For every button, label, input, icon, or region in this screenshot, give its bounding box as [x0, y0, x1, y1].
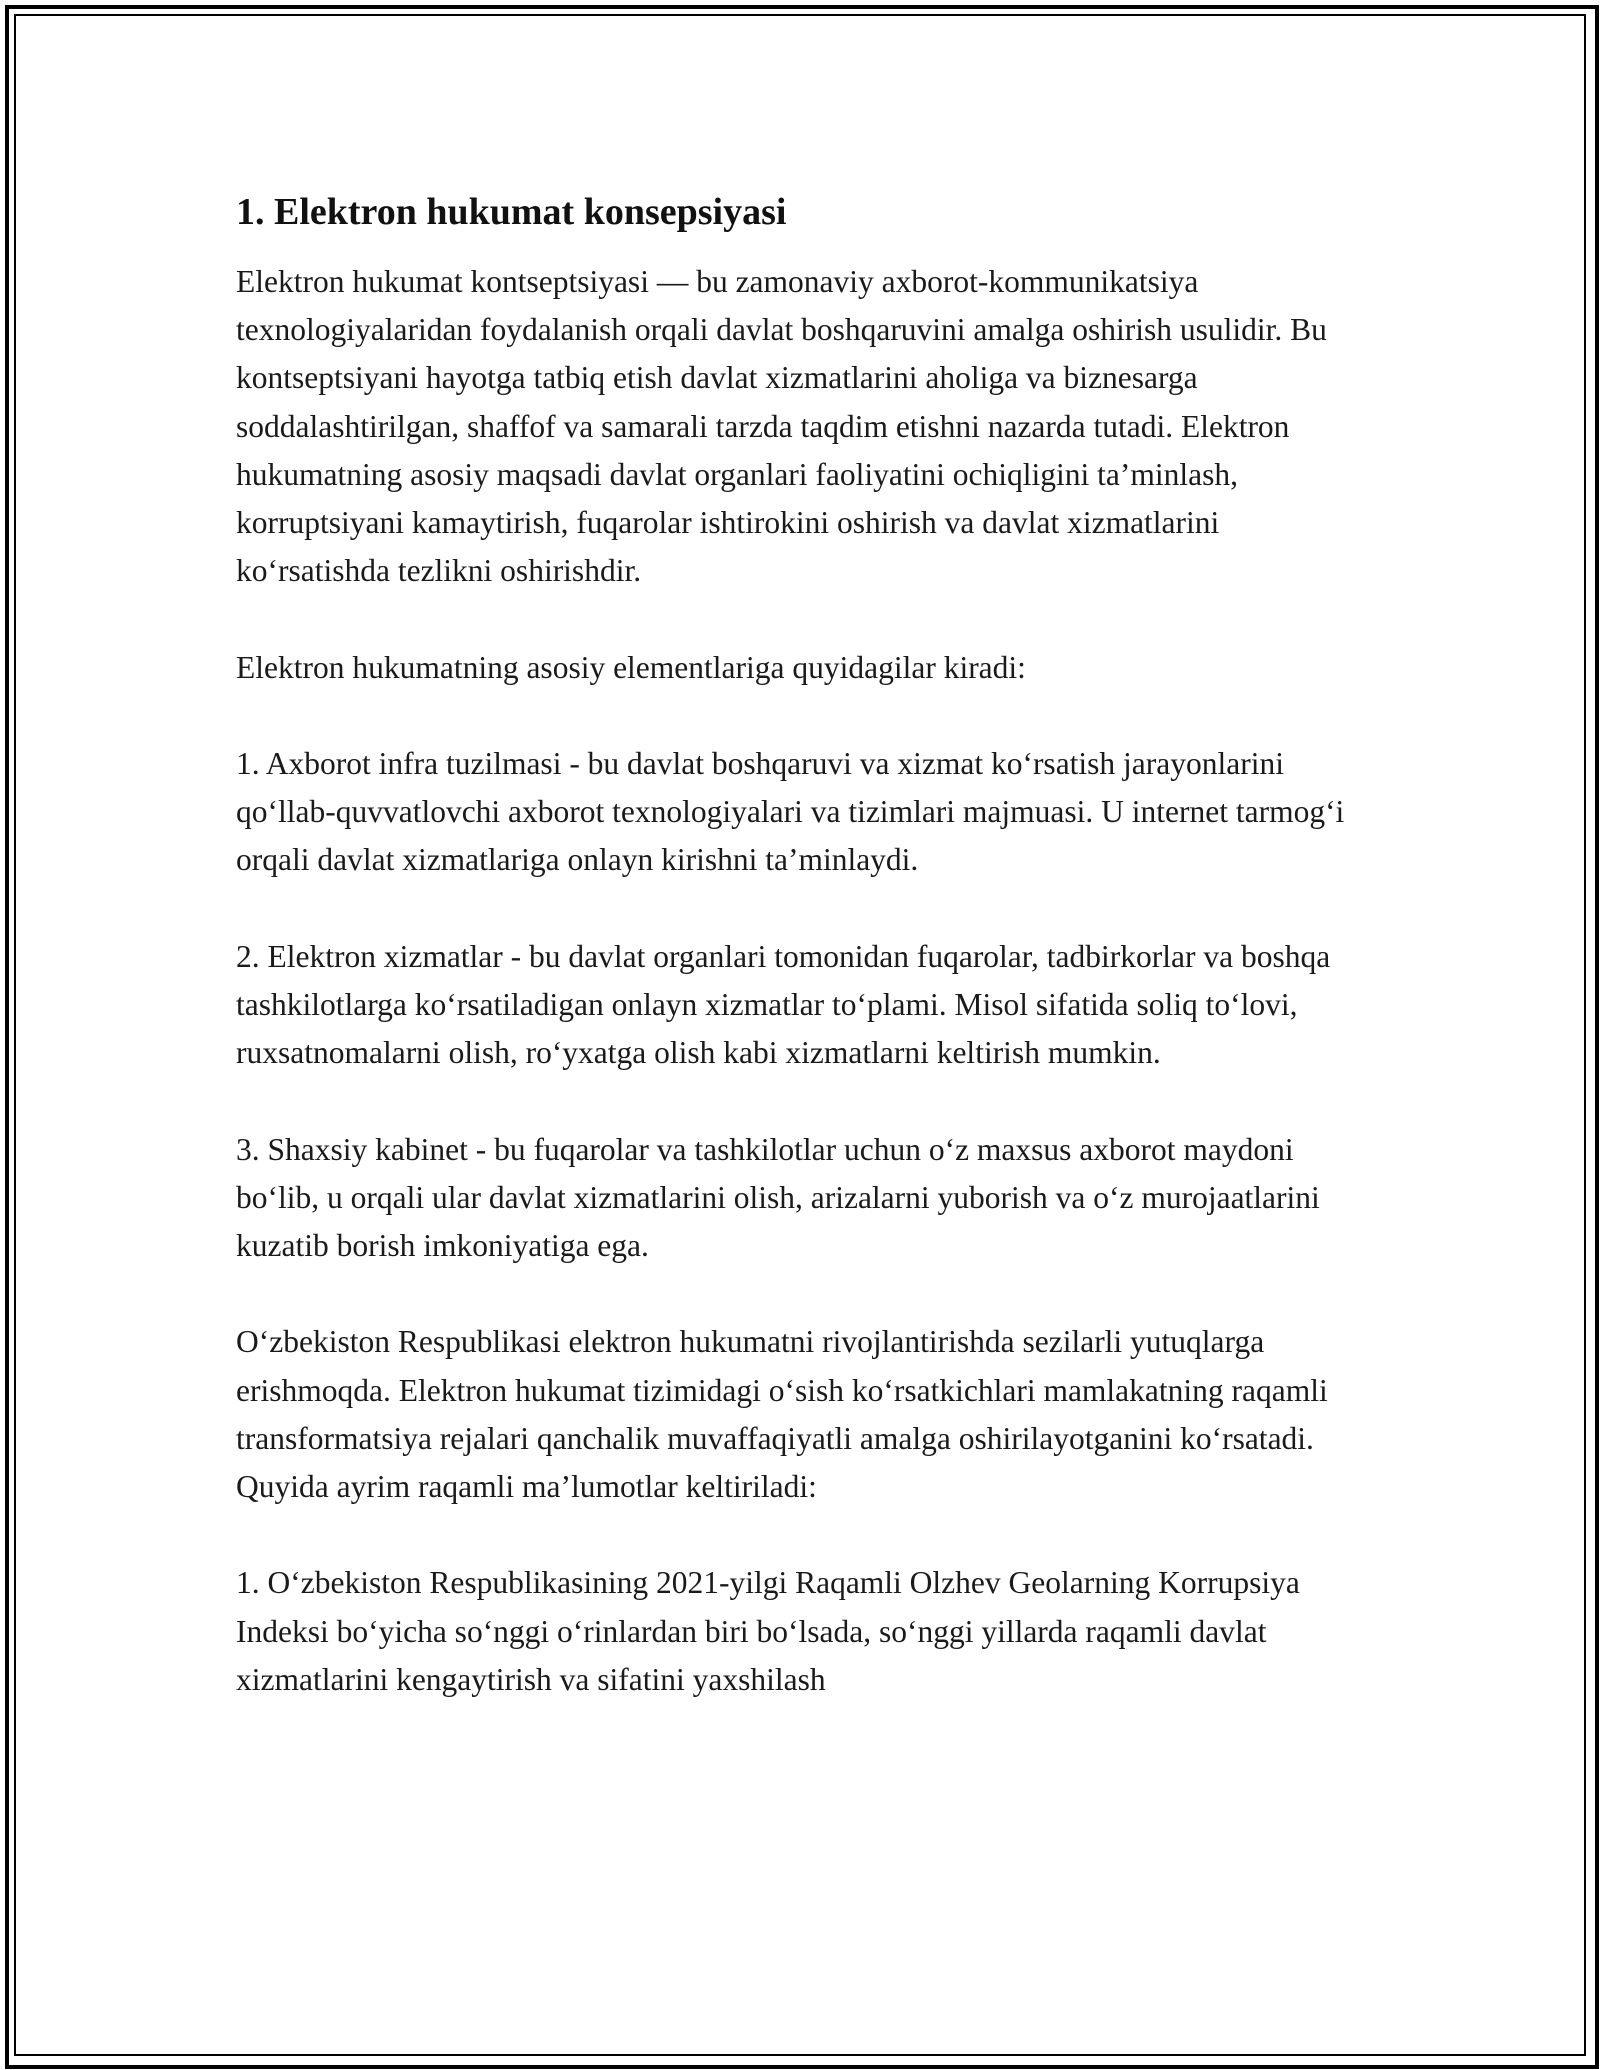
document-body: [236, 188, 1371, 1752]
elements-intro-paragraph: Elektron hukumatning asosiy elementlariga quyidagilar kiradi:: [236, 649, 1026, 685]
intro-paragraph: Elektron hukumat kontseptsiyasi — bu zamonaviy axborot-kommunikatsiya texnologiyalaridan foydalanish orqali davlat boshqaruvini amalga oshirish usulidir. Bu kontseptsiyani hayotga tatbiq etish davlat xizmatlarini aholiga va biznesarga soddalashtirilgan, shaffof va samarali tarzda taqdim etishni nazarda tutadi. Elektron hukumatning asosiy maqsadi davlat organlari faoliyatini ochiqligini ta’minlash, korruptsiyani kamaytirish, fuqarolar ishtirokini oshirish va davlat xizmatlarini ko‘rsatishda tezlikni oshirishdir.: [236, 264, 1327, 589]
section-heading: 1. Elektron hukumat konsepsiyasi: [236, 191, 787, 233]
list-item-personal-cabinet: 3. Shaxsiy kabinet - bu fuqarolar va tashkilotlar uchun o‘z maxsus axborot maydoni bo‘lib, u orqali ular davlat xizmatlarini olish, arizalarni yuborish va o‘z murojaatlarini kuzatib borish imkoniyatiga ega.: [236, 1131, 1320, 1263]
list-item-infrastructure: 1. Axborot infra tuzilmasi - bu davlat boshqaruvi va xizmat ko‘rsatish jarayonlarini qo‘llab-quvvatlovchi axborot texnologiyalari va tizimlari majmuasi. U internet tarmog‘i orqali davlat xizmatlariga onlayn kirishni ta’minlaydi.: [236, 746, 1345, 878]
list-item-electronic-services: 2. Elektron xizmatlar - bu davlat organlari tomonidan fuqarolar, tadbirkorlar va boshqa tashkilotlarga ko‘rsatiladigan onlayn xizmatlar to‘plami. Misol sifatida soliq to‘lovi, ruxsatnomalarni olish, ro‘yxatga olish kabi xizmatlarni keltirish mumkin.: [236, 938, 1331, 1071]
list-item-corruption-index: 1. O‘zbekiston Respublikasining 2021-yilgi Raqamli Olzhev Geolarning Korrupsiya Indeksi bo‘yicha so‘nggi o‘rinlardan biri bo‘lsada, so‘nggi yillarda raqamli davlat xizmatlarini kengaytirish va sifatini yaxshilash: [236, 1565, 1300, 1697]
uzbekistan-progress-paragraph: O‘zbekiston Respublikasi elektron hukumatni rivojlantirishda sezilarli yutuqlarga erishmoqda. Elektron hukumat tizimidagi o‘sish ko‘rsatkichlari mamlakatning raqamli transformatsiya rejalari qanchalik muvaffaqiyatli amalga oshirilayotganini ko‘rsatadi. Quyida ayrim raqamli ma’lumotlar keltiriladi:: [236, 1324, 1328, 1504]
